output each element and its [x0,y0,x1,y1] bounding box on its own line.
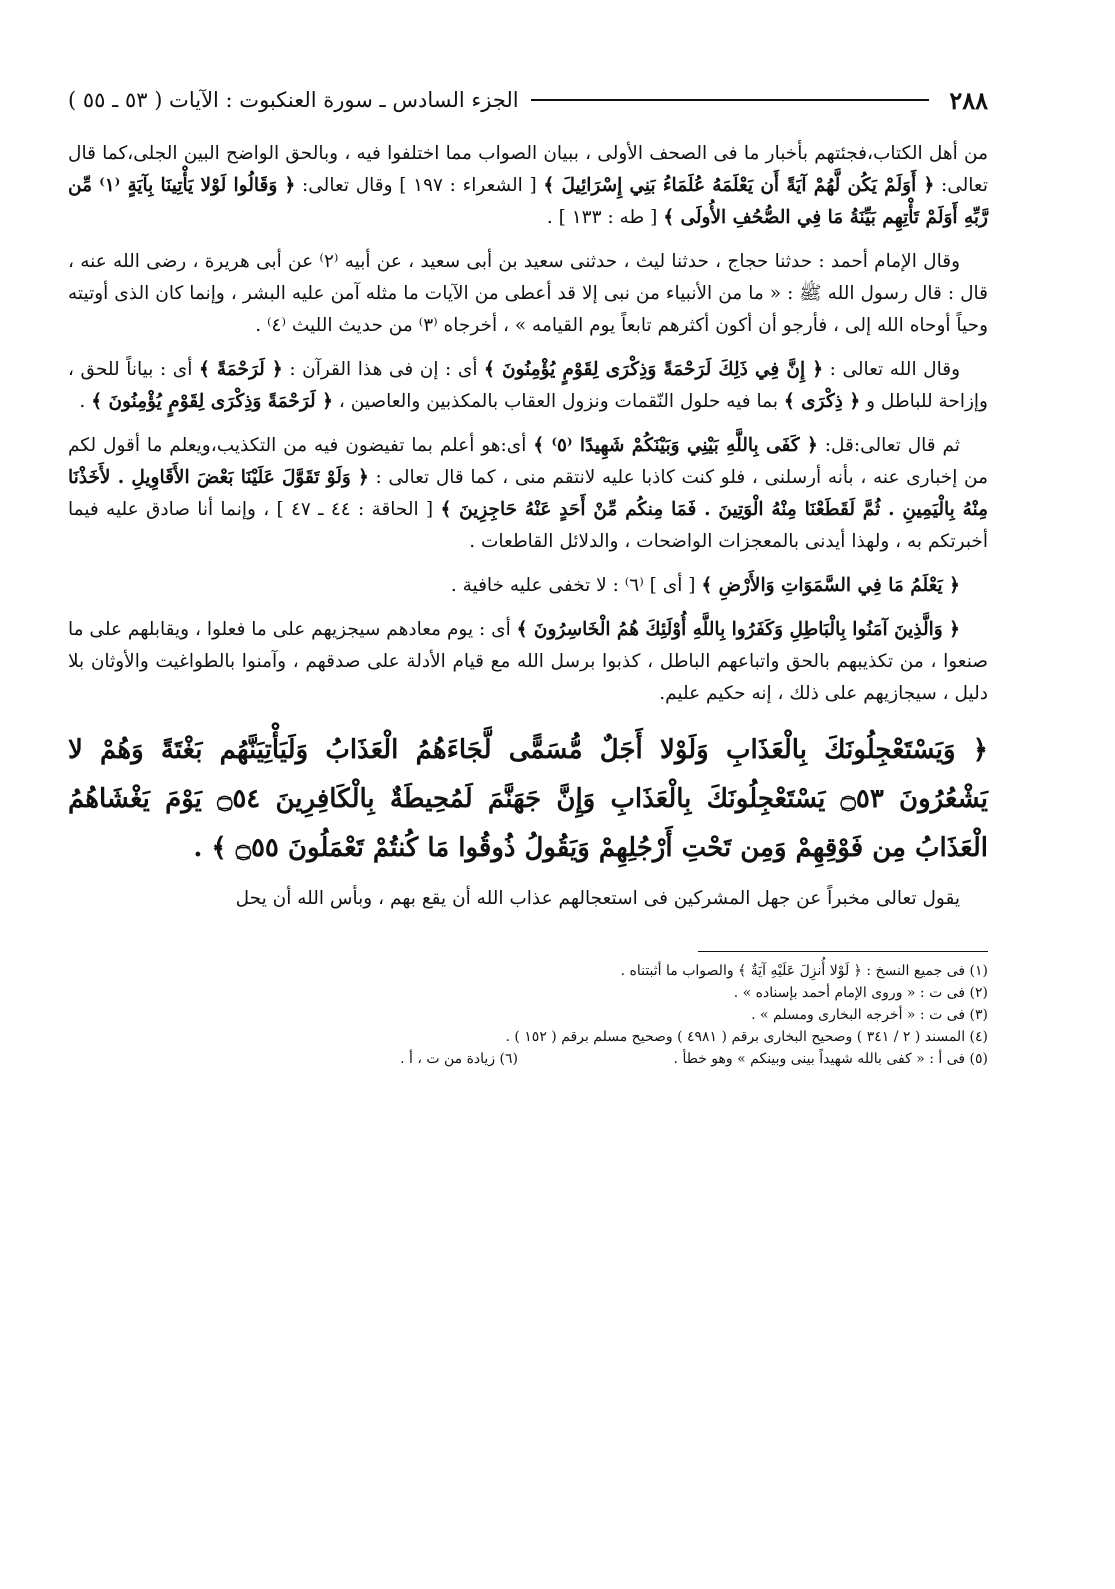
text-segment: [ الحاقة : ٤٤ ـ ٤٧ ] ، وإنما أنا صادق عليه فيما أخبرتكم به ، ولهذا أيدنى بالمعجزات الواضحات ، والدلائل القاطعات . [68,499,988,552]
footnote: (٦) زيادة من ت ، أ . [400,1051,518,1067]
quran-quote: ﴿ وَالَّذِينَ آمَنُوا بِالْبَاطِلِ وَكَفَرُوا بِاللَّهِ أُوْلَئِكَ هُمُ الْخَاسِرُونَ ﴾ [516,619,961,640]
footnotes [68,960,988,1070]
text-segment: [ أى ] ⁽٦⁾ : لا تخفى عليه خافية . [450,575,702,596]
text-segment: ثم قال تعالى:قل: [817,435,960,456]
quran-quote: ﴿ إِنَّ فِي ذَلِكَ لَرَحْمَةً وَذِكْرَى لِقَوْمٍ يُؤْمِنُونَ ﴾ [484,359,824,380]
paragraph [68,138,988,234]
paragraph [68,354,988,418]
page-header [68,80,988,120]
book-page [68,80,988,1070]
text-segment: أى : إن فى هذا القرآن : [282,359,485,380]
text-segment: من أهل الكتاب،فجئتهم بأخبار ما فى الصحف الأولى ، ببيان الصواب مما اختلفوا فيه ، وبالحق الواضح البين الجلى،كما قال تعالى: [68,143,988,196]
footnote-row [68,1048,988,1070]
quran-quote: ﴿ ذِكْرَى ﴾ [783,391,861,412]
header-rule [531,99,930,101]
paragraph [68,430,988,558]
footnote: (٤) المسند ( ٢ / ٣٤١ ) وصحيح البخارى برقم ( ٤٩٨١ ) وصحيح مسلم برقم ( ١٥٢ ) . [505,1029,988,1045]
quran-quote: ﴿ وَقَالُوا لَوْلا يَأْتِينَا بِآيَةٍ ⁽١⁾ مِّن رَّبِّهِ أَوَلَمْ تَأْتِهِم بَيِّنَةُ مَا فِي الصُّحُفِ الأُولَى ﴾ [68,175,988,228]
footnote: (١) فى جميع النسخ : ﴿ لَوْلا أُنزِلَ عَلَيْهِ آيَةٌ ﴾ والصواب ما أثبتناه . [620,963,988,979]
quran-quote: ﴿ لَرَحْمَةً وَذِكْرَى لِقَوْمٍ يُؤْمِنُونَ ﴾ [91,391,333,412]
page-number: ٢٨٨ [949,85,988,115]
running-title: الجزء السادس ـ سورة العنكبوت : الآيات ( ٥٣ ـ ٥٥ ) [68,88,519,112]
text-segment: أى : يوم معادهم سيجزيهم على ما فعلوا ، ويقابلهم على ما صنعوا ، من تكذيبهم بالحق واتباعهم الباطل ، كذبوا برسل الله مع قيام الأدلة على صدقهم ، وآمنوا بالطواغيت والأوثان بلا دليل ، سيجازيهم على ذلك ، إنه حكيم عليم. [68,619,988,704]
footnote-separator [698,951,988,952]
text-segment: . [79,391,92,412]
footnote: (٥) فى أ : « كفى بالله شهيداً بينى وبينكم » وهو خطأ . [673,1051,988,1067]
text-segment: أى : بياناً للحق ، وإزاحة للباطل و [68,359,988,412]
quran-quote: ﴿ يَعْلَمُ مَا فِي السَّمَوَاتِ وَالأَرْضِ ﴾ [701,575,960,596]
text-segment: [ طه : ١٣٣ ] . [546,207,664,228]
text-segment: وقال الله تعالى : [823,359,961,380]
paragraph: يقول تعالى مخبراً عن جهل المشركين فى استعجالهم عذاب الله أن يقع بهم ، وبأس الله أن يحل [235,888,960,909]
paragraph [68,614,988,710]
page-body [68,138,988,1070]
quran-quote: ﴿ وَلَوْ تَقَوَّلَ عَلَيْنَا بَعْضَ الأَقَاوِيلِ . لأَخَذْنَا مِنْهُ بِالْيَمِينِ . ثُمَّ لَقَطَعْنَا مِنْهُ الْوَتِينَ . فَمَا مِنكُم مِّنْ أَحَدٍ عَنْهُ حَاجِزِينَ ﴾ [68,467,988,520]
footnote: (٣) فى ت : « أخرجه البخارى ومسلم » . [751,1007,988,1023]
text-segment: [ الشعراء : ١٩٧ ] وقال تعالى: [295,175,544,196]
text-segment: بما فيه حلول النّقمات ونزول العقاب بالمكذبين والعاصين ، [332,391,784,412]
quran-quote: ﴿ لَرَحْمَةً ﴾ [198,359,283,380]
text-segment: أى:هو أعلم بما تفيضون فيه من التكذيب،ويعلم ما أقول لكم من إخبارى عنه ، بأنه أرسلنى ، فلو كنت كاذبا عليه لانتقم منى ، كما قال تعالى : [68,435,988,488]
paragraph: وقال الإمام أحمد : حدثنا حجاج ، حدثنا ليث ، حدثنى سعيد بن أبى سعيد ، عن أبيه ⁽٢⁾ عن أبى هريرة ، رضى الله عنه ، قال : قال رسول الله ﷺ : « ما من الأنبياء من نبى إلا قد أعطى من الآيات ما مثله آمن عليه البشر ، وإنما كان الذى أوتيته وحياً أوحاه الله إلى ، فأرجو أن أكون أكثرهم تابعاً يوم القيامه » ، أخرجاه ⁽٣⁾ من حديث الليث ⁽٤⁾ . [68,251,988,336]
paragraph [68,570,988,602]
quran-quote: ﴿ كَفَى بِاللَّهِ بَيْنِي وَبَيْنَكُمْ شَهِيدًا ⁽٥⁾ ﴾ [533,435,818,456]
quran-quote: ﴿ أَوَلَمْ يَكُن لَّهُمْ آيَةً أَن يَعْلَمَهُ عُلَمَاءُ بَنِي إِسْرَائِيلَ ﴾ [543,175,935,196]
quran-verse-block: ﴿ وَيَسْتَعْجِلُونَكَ بِالْعَذَابِ وَلَوْلا أَجَلٌ مُّسَمًّى لَّجَاءَهُمُ الْعَذَابُ وَلَيَأْتِيَنَّهُم بَغْتَةً وَهُمْ لا يَشْعُرُونَ ۝٥٣ يَسْتَعْجِلُونَكَ بِالْعَذَابِ وَإِنَّ جَهَنَّمَ لَمُحِيطَةٌ بِالْكَافِرِينَ ۝٥٤ يَوْمَ يَغْشَاهُمُ الْعَذَابُ مِن فَوْقِهِمْ وَمِن تَحْتِ أَرْجُلِهِمْ وَيَقُولُ ذُوقُوا مَا كُنتُمْ تَعْمَلُونَ ۝٥٥ ﴾ . [68,735,988,863]
footnote: (٢) فى ت : « وروى الإمام أحمد بإسناده » . [733,985,988,1001]
